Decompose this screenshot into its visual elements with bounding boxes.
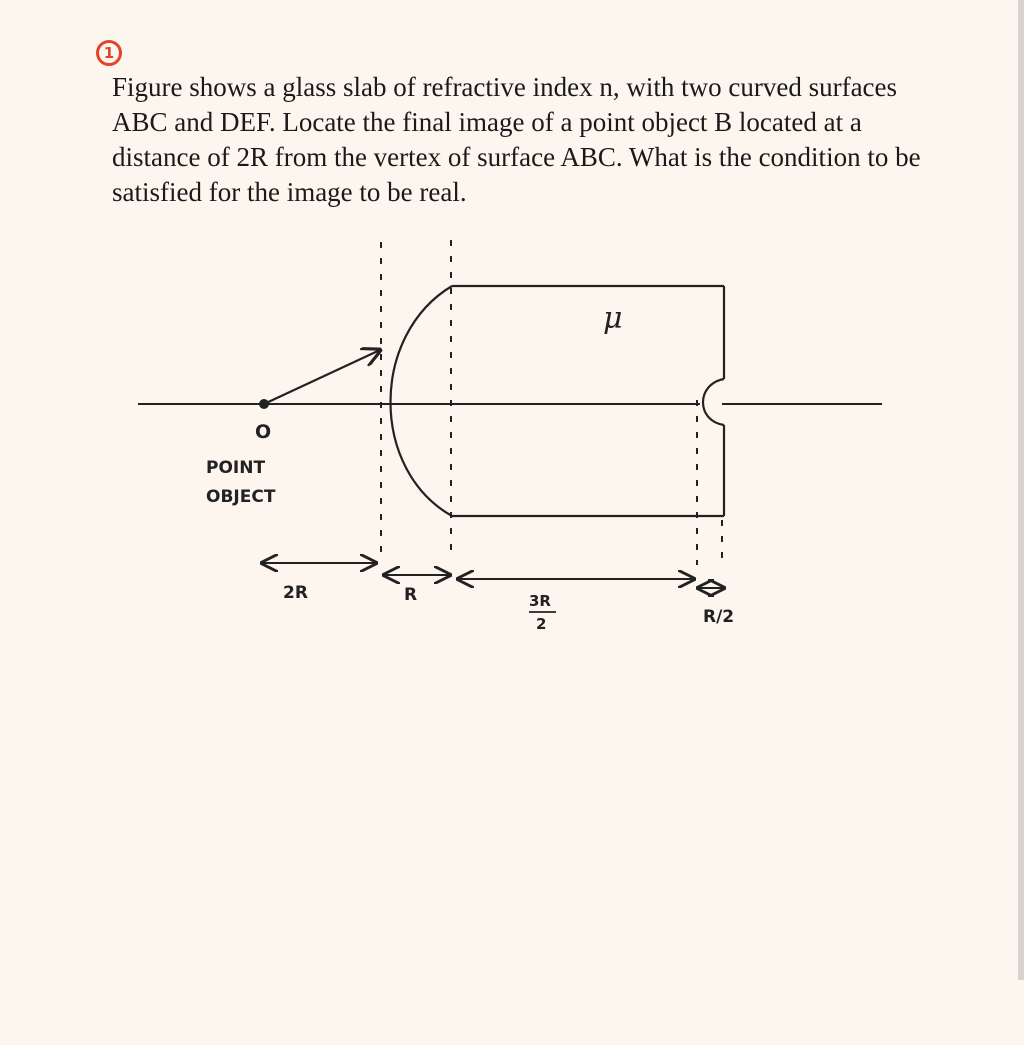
dimension-label-2r: 2R bbox=[283, 583, 308, 603]
dimension-label-r: R bbox=[404, 585, 418, 605]
question-text: Figure shows a glass slab of refractive index n, with two curved surfaces ABC and DEF. Locate the final image of a point object B located at a distance of 2R from the vertex of surface ABC. What is the condition to be satisfied for the image to be real. bbox=[112, 72, 921, 207]
dimension-label-3r-denominator: 2 bbox=[536, 615, 547, 633]
incident-ray bbox=[264, 350, 380, 404]
convex-surface-abc bbox=[391, 286, 453, 516]
dimension-label-r-2: R/2 bbox=[703, 607, 735, 627]
concave-surface-def bbox=[703, 379, 724, 425]
medium-label: μ bbox=[603, 301, 623, 336]
object-marker-label: O bbox=[255, 421, 272, 443]
point-object-dot bbox=[259, 399, 269, 409]
dimension-label-3r-numerator: 3R bbox=[529, 592, 551, 610]
object-label-line1: POINT bbox=[206, 458, 266, 478]
question-number: 1 bbox=[103, 44, 115, 62]
object-label-line2: OBJECT bbox=[206, 487, 276, 507]
